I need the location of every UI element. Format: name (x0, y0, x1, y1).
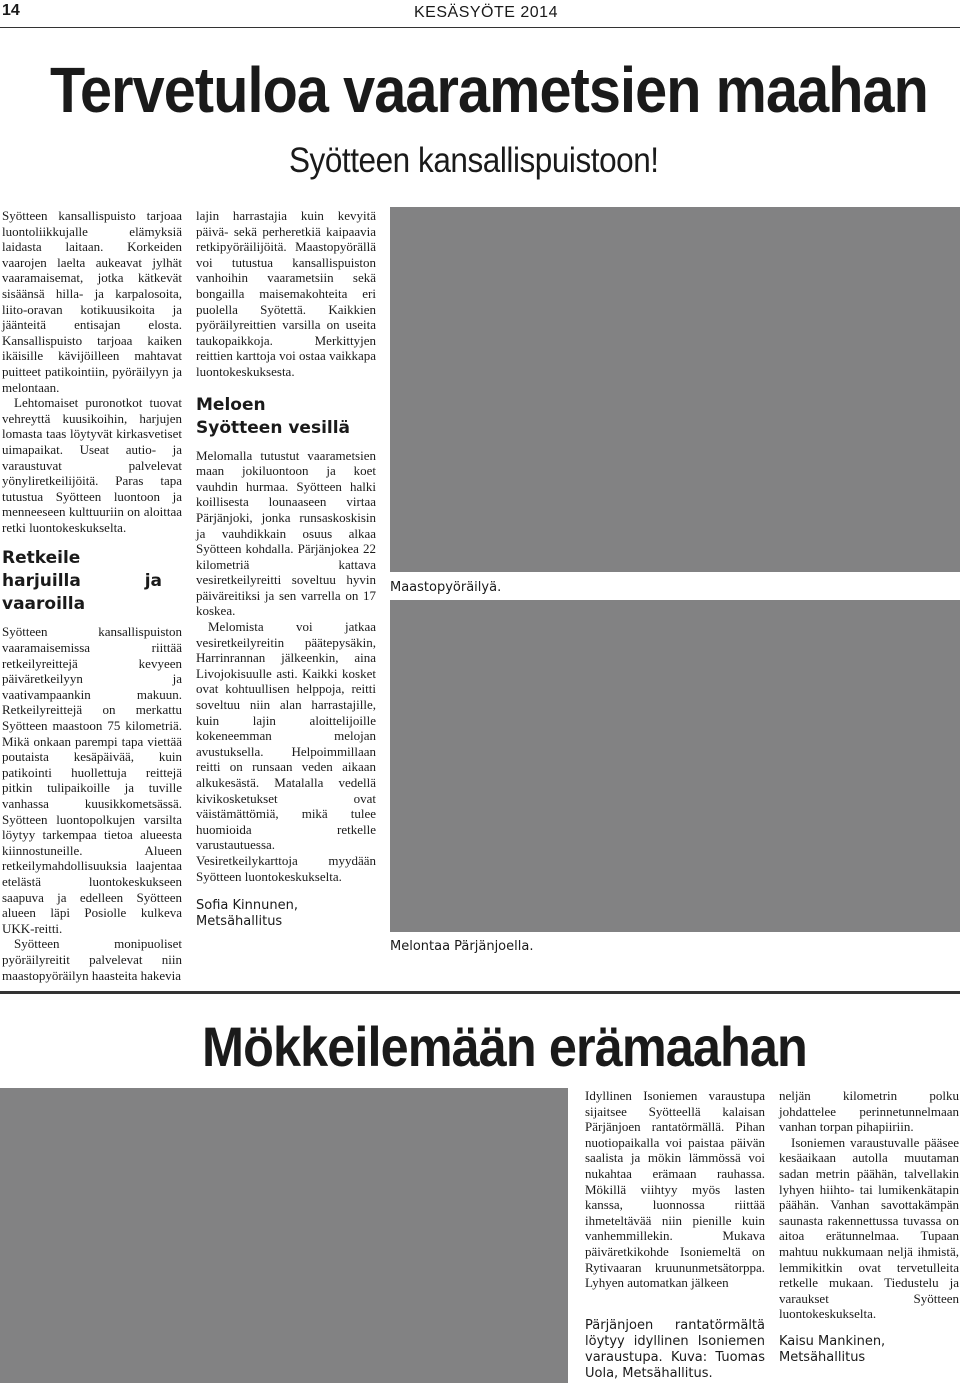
article1-paragraph: Syötteen monipuoliset pyöräilyreitit palvelevat niin maastopyöräilyn haasteita hakevia (2, 936, 182, 983)
photo-isoniemi-cabin (0, 1088, 568, 1383)
article1-column-1 (2, 208, 182, 983)
article1-paragraph: Syötteen kansallispuisto tarjoaa luontoliikkujalle elämyksiä laidasta laitaan. Korkeiden vaarojen laelta aukeavat jylhät vaaramaisemat, jotka kätkevät sisäänsä hilla- ja karpalosoita, liito-oravan kotikuusikoita ja jäänteitä entisajan elosta. Kansallispuisto tarjoaa kaiken ikäisille kävijöilleen mahtavat puitteet patikointiin, pyöräilyyn ja melontaan. (2, 208, 182, 395)
article1-paragraph: Melomista voi jatkaa vesiretkeilyreitin päätepysäkin, Harrinrannan jälkeenkin, aina Livojokisuulle asti. Kaikki kosket ovat kohtuullisen helppoja, reitti soveltuu niin alan harrastajille, kuin lajin aloittelijoille kokeneemman melojan avustuksella. Helpoimmillaan reitti on runsaan veden aikaan alkukesästä. Matalalla vedellä kivikosketukset ovat väistämättömiä, mikä tulee huomioida retkelle varustautuessa. Vesiretkeilykarttoja myydään Syötteen luontokeskukselta. (196, 619, 376, 884)
article1-signature (196, 898, 376, 930)
article-separator (0, 991, 960, 994)
article1-headline: Tervetuloa vaarametsien maahan (50, 54, 928, 126)
photo-caption-isoniemi: Pärjänjoen rantatörmältä löytyy idyllinen Isoniemen varaustupa. Kuva: Tuomas Uola, Metsähallitus. (585, 1318, 765, 1381)
photo-caption-mountain-biking: Maastopyöräilyä. (390, 580, 502, 595)
article1-subhead-hiking: Retkeile harjuilla ja vaaroilla (2, 548, 162, 615)
article1-organisation: Metsähallitus (196, 914, 283, 930)
article2-signature (779, 1334, 959, 1366)
article2-column-2 (779, 1088, 959, 1366)
article1-subtitle: Syötteen kansallispuistoon! (289, 141, 659, 180)
article1-paragraph: Lehtomaiset puronotkot tuovat vehreyttä kuusikoihin, harjujen lomasta taas löytyvät kirkasvetiset uimapaikat. Useat autio- ja varaustuvat palvelevat yönyliretkeilijöitä. Paras tapa tutustua Syötteen luontoon ja menneeseen kulttuuriin on aloittaa retki luontokeskukselta. (2, 395, 182, 535)
article2-paragraph: neljän kilometrin polku johdattelee perinnetunnelmaan vanhan torpan pihapiiriin. (779, 1088, 959, 1135)
header-rule (0, 27, 960, 28)
photo-caption-canoeing: Melontaa Pärjänjoella. (390, 939, 534, 954)
page-number: 14 (2, 2, 20, 19)
photo-canoeing (390, 600, 960, 932)
article2-headline: Mökkeilemään erämaahan (202, 1015, 807, 1078)
article1-paragraph: Syötteen kansallispuiston vaaramaisemissa riittää retkeilyreittejä kevyeen päiväretkeilyyn ja vaativampaankin makuun. Retkeilyreittejä on merkattu Syötteen maastoon 75 kilometriä. Mikä onkaan parempi tapa viettää poutaista kesäpäivää, kuin patikointi huollettuja reittejä pitkin tulipaikoille ja tuville vanhassa kuusikkometsässä. Syötteen luontopolkujen varsilta löytyy tarkempaa tietoa alueesta kiinnostuneille. Alueen retkeilymahdollisuuksia laajentaa etelästä luontokeskukseen saapuva ja edelleen Syötteen alueen läpi Posiolle kulkeva UKK-reitti. (2, 624, 182, 936)
section-title: KESÄSYÖTE 2014 (414, 4, 558, 21)
article1-column-2 (196, 208, 376, 930)
article1-paragraph: Melomalla tutustut vaarametsien maan jokiluontoon ja koet vauhdin hurmaa. Syötteen halki koillisesta lounaaseen virtaa Pärjänjoki, jonka runsaskoskisin ja vauhdikkain osuus alkaa Syötteen kohdalla. Pärjänjokea 22 kilometriä kattava vesiretkeilyreitti soveltuu hyvin päiväreitiksi ja sen varrella on 17 koskea. (196, 447, 376, 619)
article2-author: Kaisu Mankinen, (779, 1333, 886, 1349)
photo-mountain-biking (390, 207, 960, 572)
article1-subhead-canoeing: Meloen Syötteen vesillä (196, 394, 351, 438)
article2-column-1 (585, 1088, 765, 1291)
article2-paragraph: Isoniemen varaustuvalle pääsee kesäaikaan autolla muutaman sadan metrin päähän, talvellakin lyhyen hiihto- tai lumikenkätapin päähän. Vanhan savottakämpän saunasta rakennettussa tuvassa on aitoa erätunnelmaa. Tupaan mahtuu nukkumaan neljä ihmistä, lemmikitkin ovat tervetulleita retkelle mukaan. Tiedustelu ja varaukset Syötteen luontokeskukselta. (779, 1134, 959, 1322)
article2-organisation: Metsähallitus (779, 1349, 866, 1365)
article2-paragraph: Idyllinen Isoniemen varaustupa sijaitsee Syötteellä kalaisan Pärjänjoen rantatörmällä. Pihan nuotiopaikalla voi paistaa päivän saalista ja mökin lämmössä voi nukahtaa erämaan rauhassa. Mökillä viihtyy myös lasten kanssa, luonnossa riittää ihmeteltävää niin pienille kuin vanhemmillekin. Mukava päiväretkikohde Isoniemeltä on Rytivaaran kruununmetsätorppa. Lyhyen automatkan jälkeen (585, 1088, 765, 1291)
article1-paragraph: lajin harrastajia kuin kevyitä päivä- sekä perheretkiä kaipaavia retkipyöräilijöitä. Maastopyörällä voi tutustua kansallispuiston vanhoihin vaarametsiin sekä bongailla maisemakohteita eri puolella Syötettä. Kaikkien pyöräilyreittien varsilla on useita taukopaikkoja. Merkittyjen reittien karttoja voi ostaa vaikkapa luontokeskuksesta. (196, 208, 376, 379)
article1-author: Sofia Kinnunen, (196, 898, 298, 914)
